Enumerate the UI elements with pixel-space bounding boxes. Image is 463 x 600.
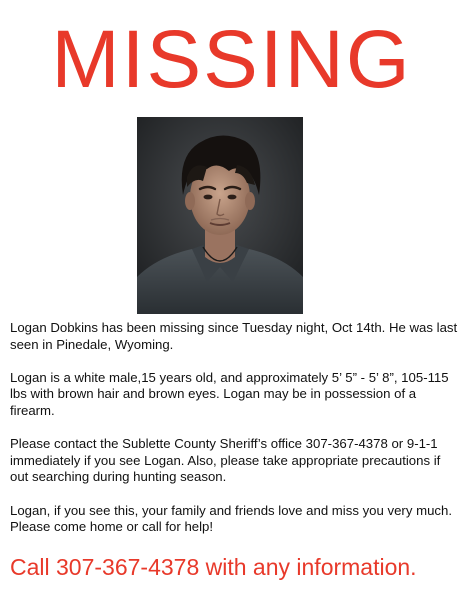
paragraph-last-seen: Logan Dobkins has been missing since Tuesday night, Oct 14th. He was last seen in Pinedale, Wyoming.: [10, 320, 458, 352]
missing-person-photo: [137, 117, 303, 314]
paragraph-description: Logan is a white male,15 years old, and approximately 5’ 5” - 5’ 8”, 105-115 lbs with brown hair and brown eyes. Logan may be in possession of a firearm.: [10, 369, 449, 418]
description-text: [10, 320, 458, 552]
call-to-action: Call 307-367-4378 with any information.: [10, 554, 417, 580]
paragraph-contact: Please contact the Sublette County Sheriff’s office 307-367-4378 or 9-1-1 immediately if you see Logan. Also, please take appropriate precautions if out searching during hunting season.: [10, 436, 441, 485]
portrait-illustration: [137, 117, 303, 314]
paragraph-message: Logan, if you see this, your family and friends love and miss you very much. Please come home or call for help!: [10, 502, 452, 535]
missing-title: MISSING: [51, 14, 412, 105]
